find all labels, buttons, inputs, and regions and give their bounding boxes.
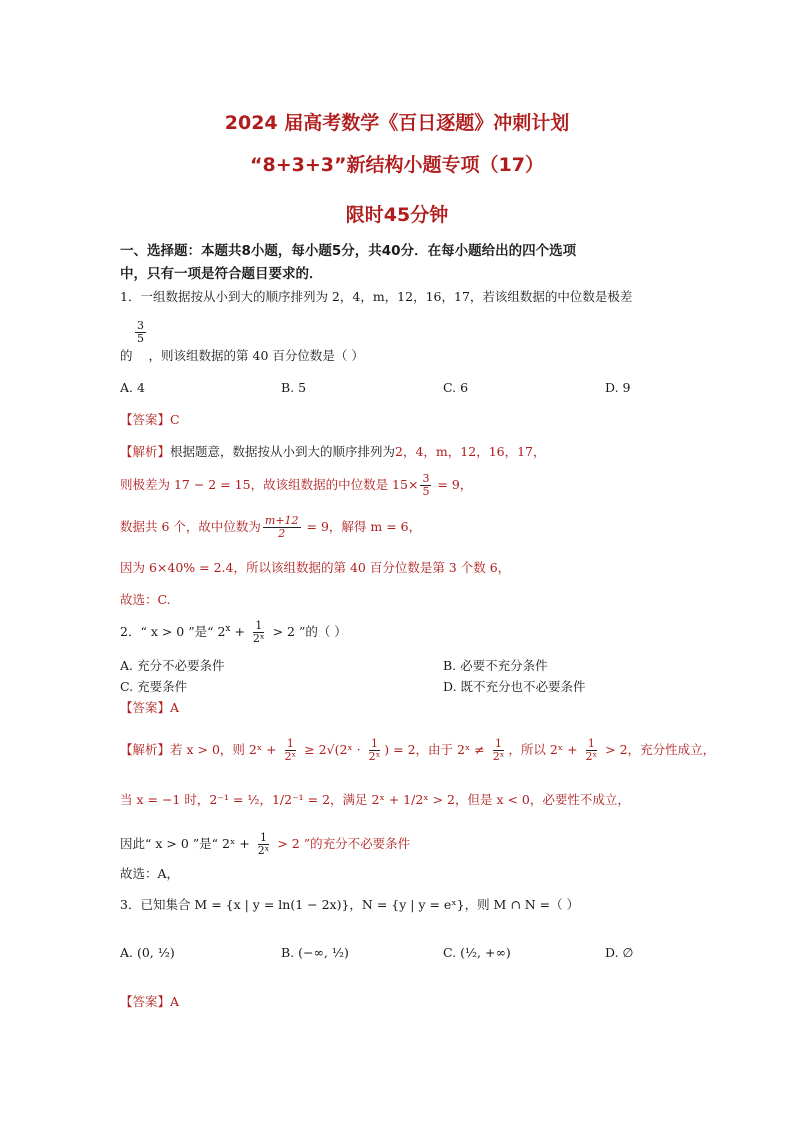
q2-l1-den-3: 2ˣ [492,750,505,764]
q1-analysis-l1-black: 根据题意，数据按从小到大的顺序排列为 [170,444,396,459]
q2-stem-plus: + [230,624,249,640]
q2-stem-sup: x [225,623,231,634]
section-heading-1: 一、选择题：本题共8小题，每小题5分，共40分．在每小题给出的四个选项 [120,243,577,259]
q1-l2-pre: 则极差为 17 − 2 = 15，故该组数据的中位数是 15× [120,477,419,493]
q1-analysis-line-3 [120,515,421,540]
q1-analysis-line-5: 故选：C. [120,592,171,607]
q2-l3-black: 因此“ x > 0 ”是“ 2ˣ + [120,836,254,852]
q2-l1-c: ) = 2，由于 2ˣ ≠ [384,742,489,758]
q1-l2-den: 5 [422,485,430,499]
q1-answer [120,410,180,428]
title-line-2: “8+3+3”新结构小题专项（17） [250,154,544,176]
q1-frac-den: 5 [137,332,144,346]
q3-option-d: D. ∅ [605,945,634,960]
q2-option-c: C. 充要条件 [120,679,188,694]
q2-answer [120,698,179,716]
q1-analysis-l1-red: 2，4，m，12，16，17， [395,444,546,459]
q2-stem-den: 2ˣ [252,632,265,646]
q2-l1-num-4: 1 [587,737,595,750]
q1-stem-pre: 的 [120,348,133,363]
q1-stem-line-2 [120,346,364,364]
q1-analysis-line-4: 因为 6×40% = 2.4，所以该组数据的第 40 百分位数是第 3 个数 6， [120,560,511,575]
q3-answer-tag: 【答案】 [120,994,171,1009]
q2-option-d: D. 既不充分也不必要条件 [443,679,586,694]
q2-option-b: B. 必要不充分条件 [443,658,548,673]
q1-l2-num: 3 [422,472,430,485]
q1-option-d: D. 9 [605,380,631,395]
q1-l3-den: 2 [278,527,286,541]
q1-analysis-line-2 [120,473,472,498]
q2-l3-red: > 2 ”的充分不必要条件 [273,836,411,852]
q2-l3-num: 1 [260,831,268,844]
q2-analysis-line-2: 当 x = −1 时，2⁻¹ = ½，1/2⁻¹ = 2，满足 2ˣ + 1/2ˣ > 2，但是 x < 0，必要性不成立， [120,792,630,807]
q1-option-b: B. 5 [281,380,307,395]
q2-stem [120,620,347,645]
title-line-3: 限时45分钟 [345,204,449,226]
q2-stem-num: 1 [255,619,263,632]
q2-option-a: A. 充分不必要条件 [120,658,225,673]
q1-option-c: C. 6 [443,380,469,395]
q3-option-b: B. (−∞, ½) [281,945,349,960]
q3-option-a: A. (0, ½) [120,945,175,960]
q1-l3-num: m+12 [264,514,299,527]
q3-option-c: C. (½, +∞) [443,945,511,960]
q1-l3-pre: 数据共 6 个，故中位数为 [120,519,261,535]
q3-stem: 3．已知集合 M = {x | y = ln(1 − 2x)}，N = {y | y = eˣ}，则 M ∩ N =（ ） [120,897,580,912]
q2-l1-d: ，所以 2ˣ + [508,742,582,758]
title-line-1: 2024 届高考数学《百日逐题》冲刺计划 [224,112,570,134]
q1-frac-num: 3 [137,319,144,332]
q1-stem-line-1: 1．一组数据按从小到大的顺序排列为 2，4，m，12，16，17，若该组数据的中位数是极差 [120,289,633,304]
q2-analysis-line-1 [120,738,715,763]
q2-answer-tag: 【答案】 [120,700,171,715]
q2-l1-num-3: 1 [495,737,503,750]
q2-answer-value: A [170,700,180,715]
q1-analysis-tag: 【解析】 [120,444,171,459]
q2-l1-a: 若 x > 0，则 2ˣ + [170,742,281,758]
q1-stem-post: ，则该组数据的第 40 百分位数是（ ） [148,348,364,363]
q2-l1-den-4: 2ˣ [585,750,598,764]
q1-analysis-line-1 [120,442,546,460]
q1-answer-value: C [170,412,180,427]
q2-analysis-tag: 【解析】 [120,742,171,758]
section-heading-2: 中，只有一项是符合题目要求的． [120,266,323,282]
q1-l2-post: = 9， [433,477,473,493]
q2-l3-den: 2ˣ [257,844,270,858]
q1-answer-tag: 【答案】 [120,412,171,427]
q3-answer [120,992,179,1010]
q1-stem-fraction [133,320,148,345]
q2-l1-b: ≥ 2√(2ˣ · [300,742,365,758]
q2-l1-den-2: 2ˣ [368,750,381,764]
q2-analysis-line-3 [120,832,410,857]
q2-stem-pre: 2．“ x > 0 ”是“ 2 [120,624,226,640]
q3-answer-value: A [170,994,180,1009]
q2-l1-e: > 2，充分性成立， [601,742,716,758]
q1-l3-post: = 9，解得 m = 6， [302,519,422,535]
q2-analysis-line-4: 故选：A， [120,866,180,881]
q2-stem-post: > 2 ”的（ ） [268,624,347,640]
q2-l1-num: 1 [286,737,294,750]
q2-l1-den: 2ˣ [284,750,297,764]
q1-option-a: A. 4 [120,380,145,395]
q2-l1-num-2: 1 [370,737,378,750]
